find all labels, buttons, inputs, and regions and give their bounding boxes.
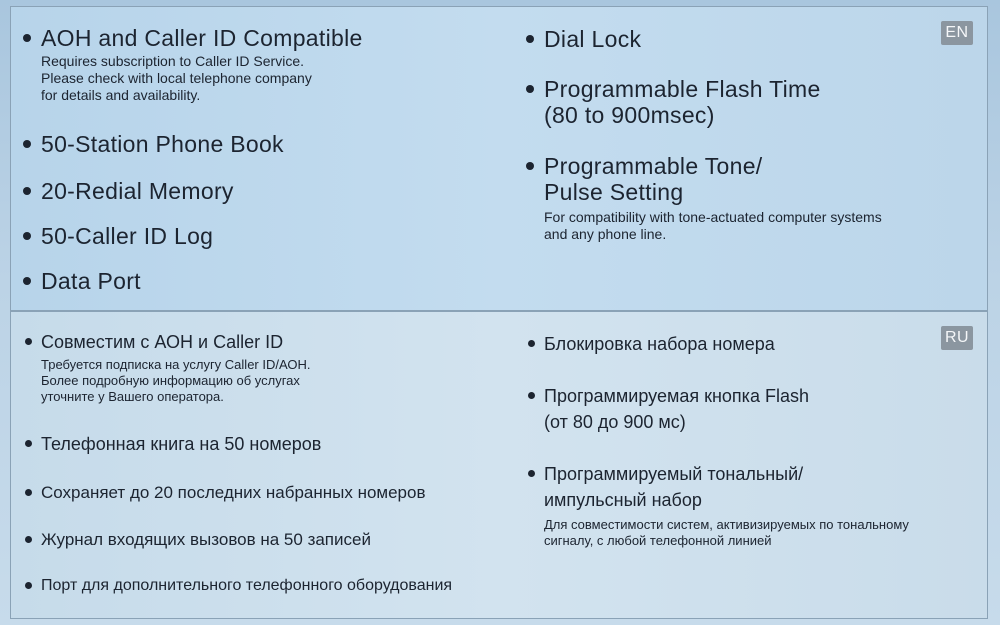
feature-item: [41, 268, 141, 294]
feature-note: уточните у Вашего оператора.: [41, 389, 224, 404]
language-badge-ru: RU: [941, 326, 973, 350]
feature-title: Программируемая кнопка Flash: [544, 386, 809, 406]
bullet-icon: [23, 140, 31, 148]
feature-note: and any phone line.: [544, 226, 667, 242]
feature-item: [544, 331, 775, 357]
bullet-icon: [23, 232, 31, 240]
bullet-icon: [23, 34, 31, 42]
feature-item: [544, 461, 909, 549]
feature-note: Требуется подписка на услугу Caller ID/АОН.: [41, 357, 311, 372]
bullet-icon: [528, 392, 535, 399]
bullet-icon: [23, 187, 31, 195]
feature-title: Dial Lock: [544, 26, 642, 52]
feature-item: [41, 431, 321, 457]
feature-title: AOH and Caller ID Compatible: [41, 25, 363, 51]
feature-item: [41, 573, 452, 599]
feature-note: сигналу, с любой телефонной линией: [544, 533, 772, 548]
bullet-icon: [25, 582, 32, 589]
bullet-icon: [25, 489, 32, 496]
russian-panel: [10, 311, 988, 619]
feature-title: Совместим с АОН и Caller ID: [41, 332, 284, 352]
feature-title: Programmable Tone/: [544, 153, 763, 179]
feature-item: [544, 383, 809, 435]
feature-title: 50-Station Phone Book: [41, 131, 284, 157]
feature-note: Более подробную информацию об услугах: [41, 373, 300, 388]
feature-note: Requires subscription to Caller ID Service.: [41, 53, 304, 69]
feature-title: Data Port: [41, 268, 141, 294]
feature-title-line2: (80 to 900msec): [544, 102, 715, 128]
bullet-icon: [25, 536, 32, 543]
bullet-icon: [526, 35, 534, 43]
feature-item: [544, 153, 882, 243]
feature-item: [41, 178, 234, 204]
feature-title: Блокировка набора номера: [544, 334, 775, 354]
english-panel: [10, 6, 988, 311]
feature-note: For compatibility with tone-actuated computer systems: [544, 209, 882, 225]
feature-item: [41, 131, 284, 157]
feature-note: Please check with local telephone company: [41, 70, 312, 86]
feature-title: Сохраняет до 20 последних набранных номеров: [41, 483, 426, 502]
feature-item: [41, 223, 213, 249]
feature-item: [544, 26, 641, 52]
feature-note: Для совместимости систем, активизируемых по тональному: [544, 517, 909, 532]
bullet-icon: [25, 338, 32, 345]
feature-title: 20-Redial Memory: [41, 178, 234, 204]
feature-title: Programmable Flash Time: [544, 76, 821, 102]
feature-title: 50-Caller ID Log: [41, 223, 214, 249]
feature-title-line2: импульсный набор: [544, 490, 702, 510]
feature-item: [41, 527, 371, 553]
feature-item: [41, 480, 426, 506]
bullet-icon: [23, 277, 31, 285]
feature-title: Программируемый тональный/: [544, 464, 804, 484]
feature-item: [41, 329, 310, 405]
bullet-icon: [528, 340, 535, 347]
feature-title: Телефонная книга на 50 номеров: [41, 434, 322, 454]
feature-note: for details and availability.: [41, 87, 201, 103]
feature-title-line2: (от 80 до 900 мс): [544, 412, 686, 432]
bullet-icon: [25, 440, 32, 447]
bullet-icon: [528, 470, 535, 477]
bullet-icon: [526, 85, 534, 93]
feature-title: Порт для дополнительного телефонного оборудования: [41, 577, 453, 594]
feature-title-line2: Pulse Setting: [544, 179, 684, 205]
feature-title: Журнал входящих вызовов на 50 записей: [41, 530, 371, 549]
feature-item: [544, 76, 821, 128]
feature-item: [41, 25, 363, 104]
language-badge-en: EN: [941, 21, 973, 45]
bullet-icon: [526, 162, 534, 170]
